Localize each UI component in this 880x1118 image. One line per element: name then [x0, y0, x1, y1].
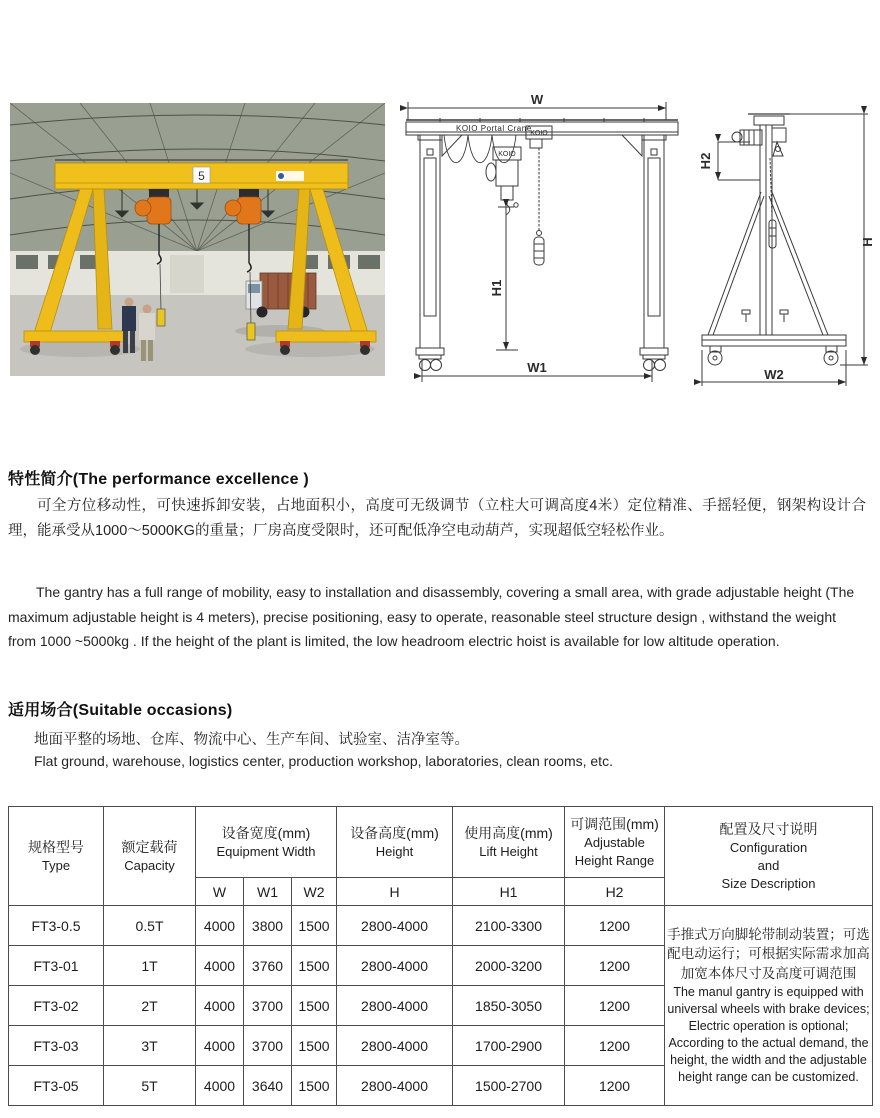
subheader-w2: W2	[292, 878, 337, 906]
cell-h: 2800-4000	[337, 906, 453, 946]
cell-w: 4000	[196, 906, 244, 946]
cell-type: FT3-03	[9, 1026, 104, 1066]
subheader-h: H	[337, 878, 453, 906]
a-frame-braces	[708, 192, 828, 335]
label-h: H	[860, 237, 874, 247]
header-configuration: 配置及尺寸说明 Configuration and Size Description	[665, 807, 873, 906]
header-lift-height: 使用高度(mm) Lift Height	[453, 807, 565, 878]
cell-w: 4000	[196, 986, 244, 1026]
cell-h1: 1500-2700	[453, 1066, 565, 1106]
cell-configuration-note	[665, 906, 873, 1106]
table-header-row-1	[9, 807, 873, 878]
cell-w1: 3640	[244, 1066, 292, 1106]
occasions-section-title: 适用场合(Suitable occasions)	[8, 702, 233, 719]
cell-h1: 2000-3200	[453, 946, 565, 986]
config-note-en: The manul gantry is equipped with universal wheels with brake devices; Electric operation is optional; According to the actual demand, the height, the width and the adjustable height range can be customized.	[667, 985, 870, 1085]
cell-w2: 1500	[292, 986, 337, 1026]
cell-h2: 1200	[565, 1066, 665, 1106]
occasions-text-cn: 地面平整的场地、仓库、物流中心、生产车间、试验室、洁净室等。	[34, 732, 469, 748]
trolley-brand-text: KOIO	[530, 130, 548, 137]
beam-section	[754, 116, 784, 125]
performance-text-cn: 可全方位移动性，可快速拆卸安装，占地面积小，高度可无级调节（立柱大可调高度4米）定位精准、手摇轻便，钢架构设计合理，能承受从1000～5000KG的重量；厂房高度受限时，还可配低净空电动葫芦，实现超低空轻松作业。	[8, 498, 866, 539]
cell-w: 4000	[196, 1066, 244, 1106]
cell-type: FT3-01	[9, 946, 104, 986]
cell-h2: 1200	[565, 1026, 665, 1066]
label-h2: H2	[698, 152, 713, 170]
trolley-hoist	[526, 126, 552, 265]
cell-capacity: 0.5T	[104, 906, 196, 946]
cell-h2: 1200	[565, 906, 665, 946]
label-w1: W1	[527, 360, 547, 375]
config-note-cn: 手推式万向脚轮带制动装置；可选配电动运行；可根据实际需求加高加宽本体尺寸及高度可调范围	[667, 926, 870, 981]
cell-w1: 3700	[244, 986, 292, 1026]
cell-type: FT3-05	[9, 1066, 104, 1106]
performance-section-title: 特性简介(The performance excellence )	[8, 471, 309, 488]
cell-type: FT3-0.5	[9, 906, 104, 946]
right-leg	[640, 135, 668, 371]
cell-w2: 1500	[292, 1066, 337, 1106]
cell-h1: 2100-3300	[453, 906, 565, 946]
performance-text-en: The gantry has a full range of mobility, easy to installation and disassembly, covering a small area, with grade adjustable height (The maximum adjustable height is 4 meters), precise positioning, easy to operate, reasonable steel structure design , withstand the weight from 1000 ~5000kg . If the height of the plant is limited, the low headroom electric hoist is available for low altitude operation.	[8, 584, 855, 649]
cell-h: 2800-4000	[337, 1026, 453, 1066]
label-h1: H1	[489, 279, 504, 297]
header-height: 设备高度(mm) Height	[337, 807, 453, 878]
cell-h1: 1850-3050	[453, 986, 565, 1026]
front-view-drawing	[398, 92, 686, 390]
subheader-h2: H2	[565, 878, 665, 906]
cell-type: FT3-02	[9, 986, 104, 1026]
front-view-svg	[398, 92, 686, 390]
cell-w1: 3760	[244, 946, 292, 986]
side-view-svg	[688, 92, 874, 394]
beam-brand-text: KOIO Portal Crane	[456, 124, 532, 133]
cell-h: 2800-4000	[337, 986, 453, 1026]
cell-w2: 1500	[292, 906, 337, 946]
side-view-drawing	[688, 92, 874, 394]
festoon-cable	[444, 135, 516, 163]
beam-sign-number: 5	[198, 169, 205, 183]
label-w2: W2	[764, 367, 784, 382]
subheader-w1: W1	[244, 878, 292, 906]
cell-w1: 3800	[244, 906, 292, 946]
cell-w: 4000	[196, 946, 244, 986]
cell-capacity: 3T	[104, 1026, 196, 1066]
cell-h2: 1200	[565, 986, 665, 1026]
table-row	[9, 906, 873, 946]
casters	[708, 346, 838, 365]
cell-w2: 1500	[292, 946, 337, 986]
product-photo	[10, 103, 385, 376]
header-adjustable-range: 可调范围(mm) Adjustable Height Range	[565, 807, 665, 878]
label-w: W	[530, 92, 544, 107]
cell-w1: 3700	[244, 1026, 292, 1066]
header-capacity: 额定载荷 Capacity	[104, 807, 196, 906]
header-type: 规格型号 Type	[9, 807, 104, 906]
subheader-w: W	[196, 878, 244, 906]
cell-w2: 1500	[292, 1026, 337, 1066]
subheader-h1: H1	[453, 878, 565, 906]
cell-h1: 1700-2900	[453, 1026, 565, 1066]
header-equipment-width: 设备宽度(mm) Equipment Width	[196, 807, 337, 878]
cell-capacity: 1T	[104, 946, 196, 986]
product-photo-art	[10, 103, 385, 376]
cell-capacity: 5T	[104, 1066, 196, 1106]
spec-table-section	[8, 806, 872, 1106]
hoist-brand-text: KOIO	[498, 151, 516, 158]
cell-h: 2800-4000	[337, 946, 453, 986]
cell-w: 4000	[196, 1026, 244, 1066]
left-leg	[416, 135, 444, 371]
cell-capacity: 2T	[104, 986, 196, 1026]
spec-table	[8, 806, 873, 1106]
occasions-text-en: Flat ground, warehouse, logistics center, production workshop, laboratories, clean rooms, etc.	[34, 753, 613, 769]
cell-h2: 1200	[565, 946, 665, 986]
cell-h: 2800-4000	[337, 1066, 453, 1106]
